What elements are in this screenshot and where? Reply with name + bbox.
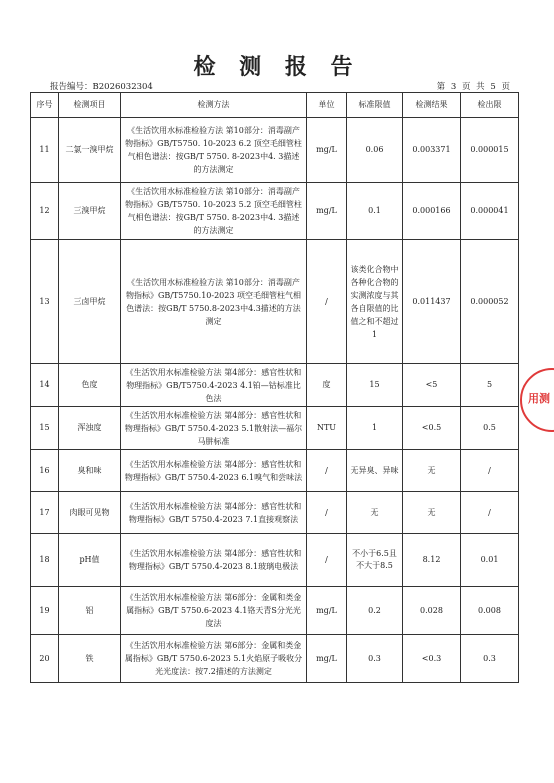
cell-method: 《生活饮用水标准检验方法 第6部分：金属和类金属指标》GB/T 5750.6-2023 4.1铬天青S分光光度法 xyxy=(121,587,307,635)
cell-limit: 该类化合物中各种化合物的实测浓度与其各自限值的比值之和不超过1 xyxy=(347,240,403,364)
cell-item: 铁 xyxy=(59,635,121,683)
cell-no: 11 xyxy=(31,118,59,183)
cell-no: 13 xyxy=(31,240,59,364)
table-row xyxy=(31,534,519,587)
cell-dl: 0.5 xyxy=(461,407,519,450)
cell-dl: 0.000052 xyxy=(461,240,519,364)
cell-dl: 0.008 xyxy=(461,587,519,635)
cell-dl: 0.01 xyxy=(461,534,519,587)
col-header-result: 检测结果 xyxy=(403,93,461,118)
cell-limit: 无 xyxy=(347,492,403,534)
report-number: 报告编号：B2026032304 xyxy=(50,82,153,92)
cell-result: 0.028 xyxy=(403,587,461,635)
cell-no: 20 xyxy=(31,635,59,683)
col-header-limit: 标准限值 xyxy=(347,93,403,118)
cell-result: 0.003371 xyxy=(403,118,461,183)
table-row xyxy=(31,407,519,450)
table-row xyxy=(31,450,519,492)
cell-method: 《生活饮用水标准检验方法 第4部分：感官性状和物理指标》GB/T 5750.4-2023 5.1散射法—福尔马肼标准 xyxy=(121,407,307,450)
cell-unit: NTU xyxy=(307,407,347,450)
cell-unit: / xyxy=(307,450,347,492)
cell-item: 二氯一溴甲烷 xyxy=(59,118,121,183)
cell-no: 16 xyxy=(31,450,59,492)
cell-no: 12 xyxy=(31,183,59,240)
table-row xyxy=(31,635,519,683)
cell-result: <0.5 xyxy=(403,407,461,450)
cell-no: 19 xyxy=(31,587,59,635)
cell-no: 18 xyxy=(31,534,59,587)
cell-method: 《生活饮用水标准检验方法 第6部分：金属和类金属指标》GB/T 5750.6-2023 5.1火焰原子吸收分光光度法：按7.2描述的方法测定 xyxy=(121,635,307,683)
cell-unit: / xyxy=(307,534,347,587)
cell-limit: 0.3 xyxy=(347,635,403,683)
cell-dl: 0.000041 xyxy=(461,183,519,240)
cell-item: pH值 xyxy=(59,534,121,587)
cell-method: 《生活饮用水标准检验方法 第10部分：消毒副产物指标》GB/T5750.10-2023 项空毛细管柱气相色谱法：按GB/T 5750.8-2023中4.3描述的方法测定 xyxy=(121,240,307,364)
cell-result: 8.12 xyxy=(403,534,461,587)
table-row xyxy=(31,492,519,534)
cell-limit: 0.1 xyxy=(347,183,403,240)
cell-unit: 度 xyxy=(307,364,347,407)
cell-unit: mg/L xyxy=(307,635,347,683)
table-row xyxy=(31,364,519,407)
cell-dl: / xyxy=(461,492,519,534)
cell-no: 14 xyxy=(31,364,59,407)
cell-unit: mg/L xyxy=(307,183,347,240)
cell-item: 三溴甲烷 xyxy=(59,183,121,240)
cell-result: <0.3 xyxy=(403,635,461,683)
table-row xyxy=(31,118,519,183)
cell-unit: mg/L xyxy=(307,587,347,635)
cell-limit: 无异臭、异味 xyxy=(347,450,403,492)
cell-result: 无 xyxy=(403,450,461,492)
cell-method: 《生活饮用水标准检验方法 第4部分：感官性状和物理指标》GB/T5750.4-2023 4.1铂—钴标准比色法 xyxy=(121,364,307,407)
cell-limit: 0.2 xyxy=(347,587,403,635)
cell-result: <5 xyxy=(403,364,461,407)
cell-item: 三卤甲烷 xyxy=(59,240,121,364)
cell-item: 色度 xyxy=(59,364,121,407)
results-table xyxy=(30,92,519,683)
cell-item: 铝 xyxy=(59,587,121,635)
cell-method: 《生活饮用水标准检验方法 第10部分：消毒副产物指标》GB/T5750. 10-2023 6.2 顶空毛细管柱气相色谱法：按GB/T 5750. 8-2023中4. 3描述的方法测定 xyxy=(121,118,307,183)
cell-unit: mg/L xyxy=(307,118,347,183)
official-seal-stamp xyxy=(520,368,554,432)
cell-method: 《生活饮用水标准检验方法 第4部分：感官性状和物理指标》GB/T 5750.4-2023 6.1嗅气和尝味法 xyxy=(121,450,307,492)
cell-limit: 不小于6.5且不大于8.5 xyxy=(347,534,403,587)
cell-no: 17 xyxy=(31,492,59,534)
cell-dl: 0.3 xyxy=(461,635,519,683)
cell-dl: / xyxy=(461,450,519,492)
cell-dl: 0.000015 xyxy=(461,118,519,183)
cell-no: 15 xyxy=(31,407,59,450)
report-title: 检 测 报 告 xyxy=(193,54,361,80)
cell-method: 《生活饮用水标准检验方法 第10部分：消毒副产物指标》GB/T5750. 10-2023 5.2 顶空毛细管柱气相色谱法：按GB/T 5750. 8-2023中4. 3描述的方法测定 xyxy=(121,183,307,240)
table-row xyxy=(31,240,519,364)
cell-limit: 0.06 xyxy=(347,118,403,183)
col-header-item: 检测项目 xyxy=(59,93,121,118)
table-row xyxy=(31,183,519,240)
cell-result: 0.011437 xyxy=(403,240,461,364)
cell-item: 浑浊度 xyxy=(59,407,121,450)
col-header-method: 检测方法 xyxy=(121,93,307,118)
cell-method: 《生活饮用水标准检验方法 第4部分：感官性状和物理指标》GB/T 5750.4-2023 8.1玻璃电极法 xyxy=(121,534,307,587)
cell-dl: 5 xyxy=(461,364,519,407)
table-header-row xyxy=(31,93,519,118)
cell-item: 臭和味 xyxy=(59,450,121,492)
col-header-unit: 单位 xyxy=(307,93,347,118)
cell-method: 《生活饮用水标准检验方法 第4部分：感官性状和物理指标》GB/T 5750.4-2023 7.1直接观察法 xyxy=(121,492,307,534)
cell-result: 无 xyxy=(403,492,461,534)
table-row xyxy=(31,587,519,635)
cell-unit: / xyxy=(307,240,347,364)
cell-limit: 1 xyxy=(347,407,403,450)
seal-text: 用测 xyxy=(528,392,550,405)
col-header-dl: 检出限 xyxy=(461,93,519,118)
cell-limit: 15 xyxy=(347,364,403,407)
col-header-no: 序号 xyxy=(31,93,59,118)
cell-unit: / xyxy=(307,492,347,534)
page-indicator: 第 3 页 共 5 页 xyxy=(436,82,510,92)
cell-result: 0.000166 xyxy=(403,183,461,240)
cell-item: 肉眼可见物 xyxy=(59,492,121,534)
